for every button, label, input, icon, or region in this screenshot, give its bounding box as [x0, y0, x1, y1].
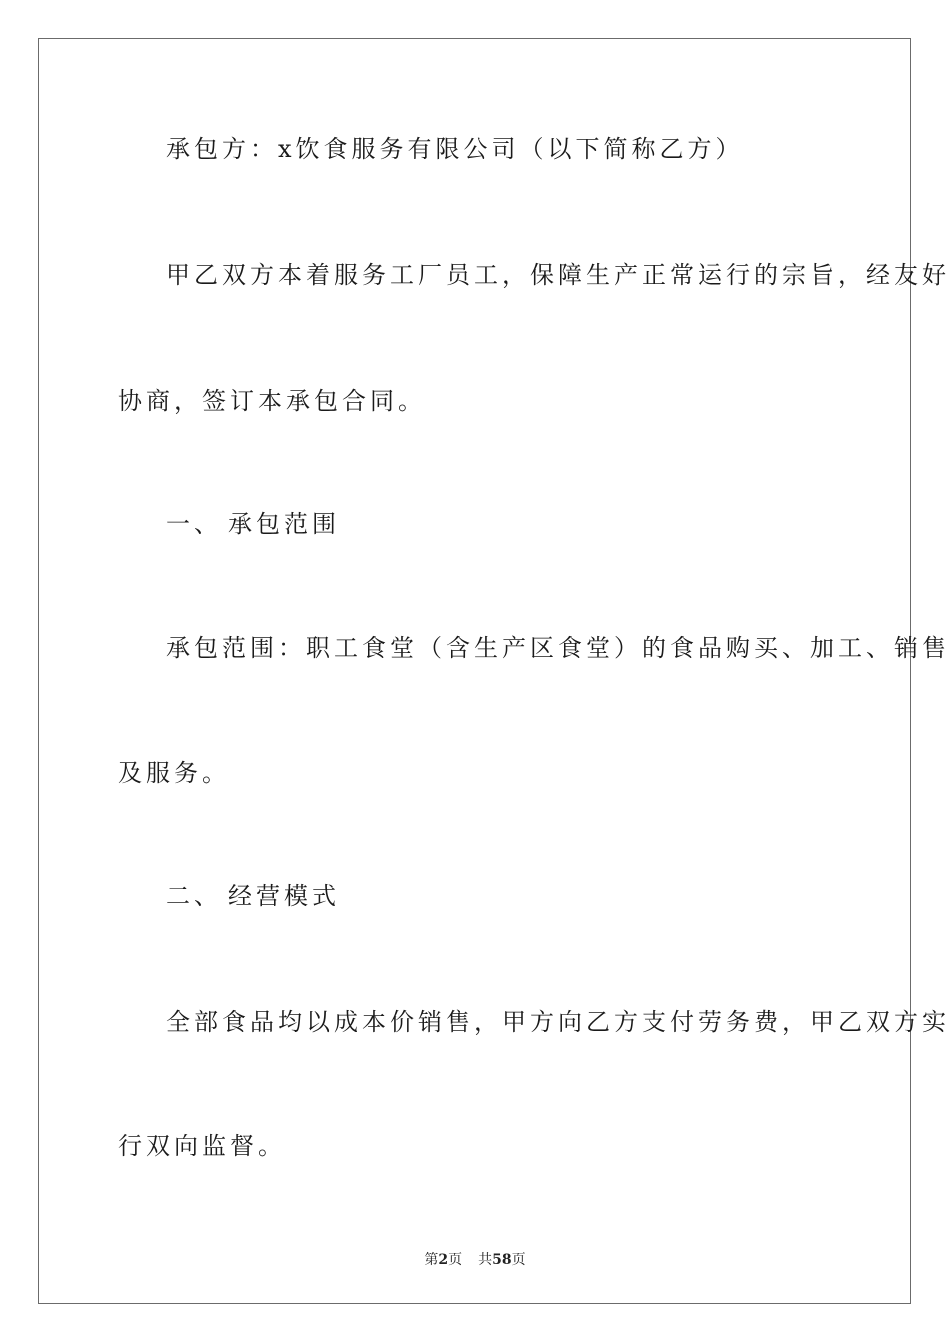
section-heading-business-model: [166, 884, 340, 908]
page-prefix: 第: [424, 1252, 439, 1268]
model-paragraph-line-1: 全部食品均以成本价销售，甲方向乙方支付劳务费，甲乙双方实: [166, 1008, 950, 1036]
total-pages: 58: [492, 1252, 512, 1268]
section-title: 经营模式: [228, 882, 340, 910]
scope-paragraph-line-2: 及服务。: [118, 759, 230, 787]
section-number: 一、: [166, 510, 222, 538]
page-border: [38, 38, 911, 1304]
total-suffix: 页: [511, 1252, 526, 1268]
section-number: 二、: [166, 882, 222, 910]
page-footer: [0, 1249, 950, 1269]
scope-paragraph-line-1: 承包范围：职工食堂（含生产区食堂）的食品购买、加工、销售: [166, 634, 950, 662]
model-paragraph-line-2: 行双向监督。: [118, 1132, 286, 1160]
contractor-party-line: 承包方：x饮食服务有限公司（以下简称乙方）: [166, 135, 744, 163]
section-title: 承包范围: [228, 510, 340, 538]
page-suffix: 页: [448, 1252, 463, 1268]
section-heading-scope: [166, 512, 340, 536]
total-prefix: 共: [478, 1252, 493, 1268]
intro-paragraph-line-1: 甲乙双方本着服务工厂员工，保障生产正常运行的宗旨，经友好: [166, 261, 950, 289]
page-number: 2: [438, 1252, 449, 1268]
intro-paragraph-line-2: 协商，签订本承包合同。: [118, 387, 426, 415]
